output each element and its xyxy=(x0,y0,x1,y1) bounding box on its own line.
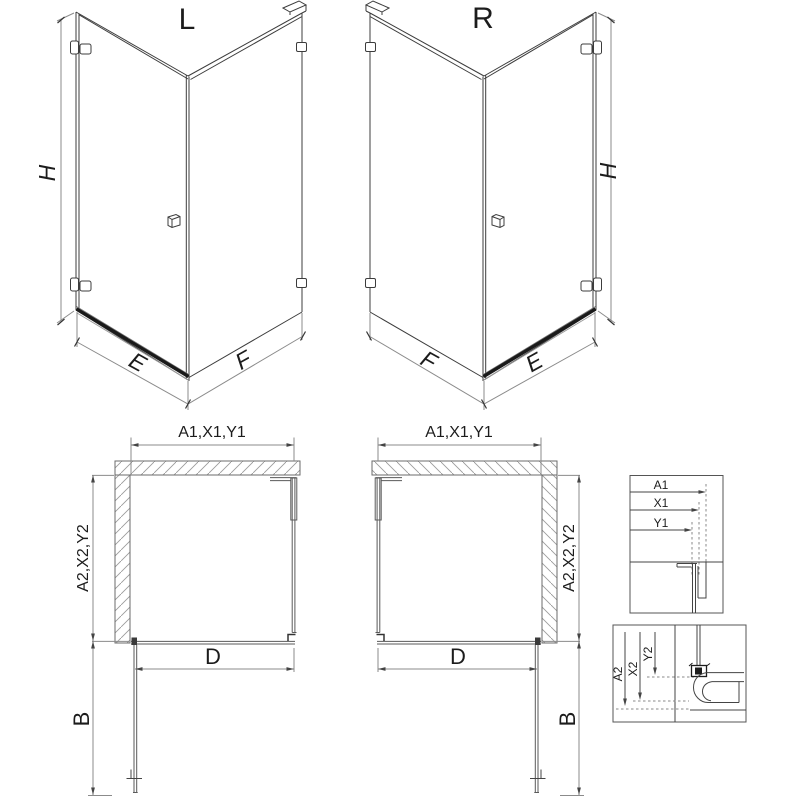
detail-dim-a1: A1 xyxy=(653,478,669,492)
plan-dim-door-left: B xyxy=(69,711,94,727)
dim-front-left: E xyxy=(124,346,151,378)
plan-dim-inner-left: D xyxy=(205,644,221,669)
detail-dim-a2: A2 xyxy=(611,666,625,682)
plan-dim-side-right: A2,X2,Y2 xyxy=(561,524,578,592)
plan-dim-inner-right: D xyxy=(450,644,466,669)
plan-dim-top-right: A1,X1,Y1 xyxy=(425,424,493,441)
plan-dim-top-left: A1,X1,Y1 xyxy=(178,424,246,441)
dim-front-right: E xyxy=(521,346,548,378)
detail-dim-y2: Y2 xyxy=(641,646,655,662)
dim-side-left: F xyxy=(230,345,256,375)
drawing-geometry xyxy=(57,1,746,796)
detail-view-width xyxy=(630,476,723,614)
variant-label-right: R xyxy=(472,2,494,35)
iso-view-left xyxy=(57,1,307,410)
dim-height-right: H xyxy=(595,162,621,180)
detail-dim-y1: Y1 xyxy=(653,516,669,530)
dim-side-right: F xyxy=(416,345,442,375)
variant-label-left: L xyxy=(178,3,196,36)
detail-dim-x1: X1 xyxy=(653,496,669,510)
iso-view-right xyxy=(366,1,616,410)
plan-dim-side-left: A2,X2,Y2 xyxy=(75,524,92,592)
detail-dim-x2: X2 xyxy=(626,661,640,677)
plan-dim-door-right: B xyxy=(555,711,580,727)
plan-view-right xyxy=(372,438,584,796)
dim-height-left: H xyxy=(34,164,60,182)
plan-view-left xyxy=(88,438,300,796)
